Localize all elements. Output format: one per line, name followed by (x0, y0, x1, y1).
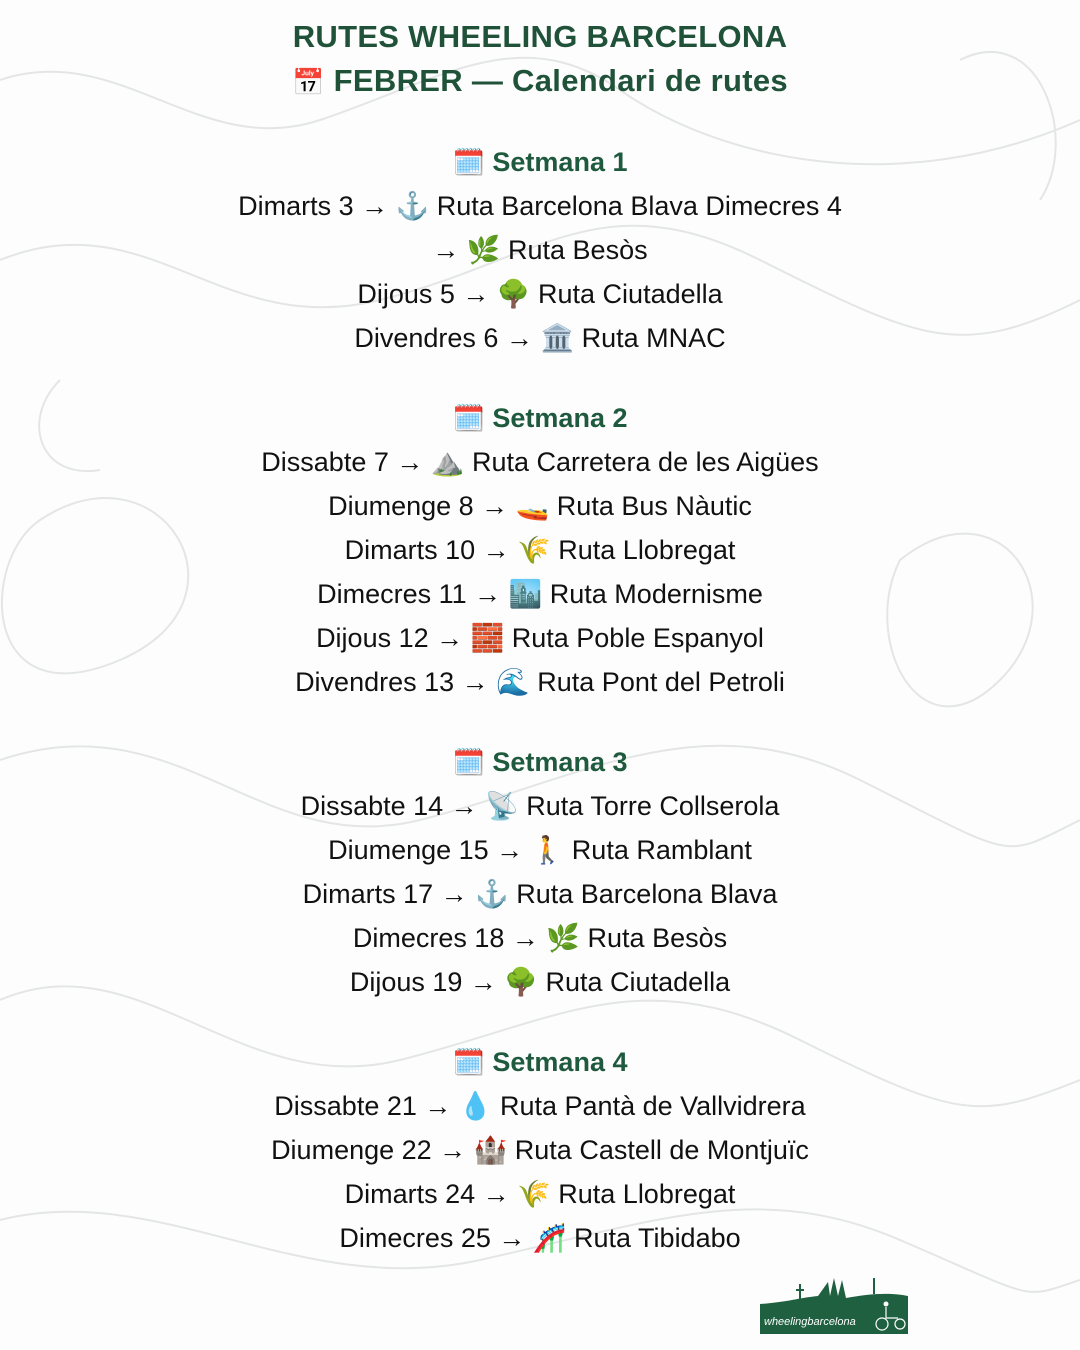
route-line: Diumenge 8 → 🚤 Ruta Bus Nàutic (328, 491, 752, 521)
week-label: Setmana 2 (492, 403, 628, 433)
page-title: RUTES WHEELING BARCELONA (292, 19, 788, 54)
week-2 (0, 396, 1080, 704)
route-line: Diumenge 15 → 🚶 Ruta Ramblant (328, 835, 752, 865)
route-line: Dimarts 17 → ⚓ Ruta Barcelona Blava (302, 879, 778, 909)
spiral-calendar-icon: 🗓️ (452, 747, 485, 777)
spiral-calendar-icon: 🗓️ (452, 1047, 485, 1077)
route-line: Dissabte 7 → ⛰️ Ruta Carretera de les Aigües (261, 447, 819, 477)
route-line: Dimarts 10 → 🌾 Ruta Llobregat (344, 535, 736, 565)
wheelingbarcelona-logo (758, 1272, 910, 1334)
route-line: Divendres 13 → 🌊 Ruta Pont del Petroli (295, 667, 785, 697)
week-label: Setmana 4 (492, 1047, 628, 1077)
route-line: Dijous 12 → 🧱 Ruta Poble Espanyol (316, 623, 764, 653)
route-line: Dimecres 11 → 🏙️ Ruta Modernisme (317, 579, 763, 609)
route-line: Dissabte 21 → 💧 Ruta Pantà de Vallvidrera (274, 1091, 806, 1121)
week-3 (0, 740, 1080, 1004)
week-heading (0, 396, 1080, 440)
week-heading (0, 1040, 1080, 1084)
spiral-calendar-icon: 🗓️ (452, 403, 485, 433)
page-subtitle (0, 59, 1080, 104)
week-label: Setmana 3 (492, 747, 628, 777)
week-1 (0, 140, 1080, 360)
subtitle-text: FEBRER — Calendari de rutes (333, 63, 788, 98)
route-line: → 🌿 Ruta Besòs (432, 235, 648, 265)
route-line: Dijous 19 → 🌳 Ruta Ciutadella (349, 967, 731, 997)
route-line: Dimarts 3 → ⚓ Ruta Barcelona Blava Dimecres 4 (238, 191, 842, 221)
calendar-icon: 📅 (292, 67, 325, 97)
route-line: Divendres 6 → 🏛️ Ruta MNAC (354, 323, 726, 353)
week-heading (0, 740, 1080, 784)
week-label: Setmana 1 (492, 147, 628, 177)
week-4 (0, 1040, 1080, 1260)
route-line: Dijous 5 → 🌳 Ruta Ciutadella (357, 279, 723, 309)
route-line: Dimarts 24 → 🌾 Ruta Llobregat (344, 1179, 736, 1209)
route-line: Dissabte 14 → 📡 Ruta Torre Collserola (300, 791, 780, 821)
logo-text: wheelingbarcelona (764, 1316, 856, 1328)
week-heading (0, 140, 1080, 184)
spiral-calendar-icon: 🗓️ (452, 147, 485, 177)
route-line: Dimecres 18 → 🌿 Ruta Besòs (352, 923, 728, 953)
route-line: Diumenge 22 → 🏰 Ruta Castell de Montjuïc (271, 1135, 809, 1165)
route-line: Dimecres 25 → 🎢 Ruta Tibidabo (339, 1223, 741, 1253)
